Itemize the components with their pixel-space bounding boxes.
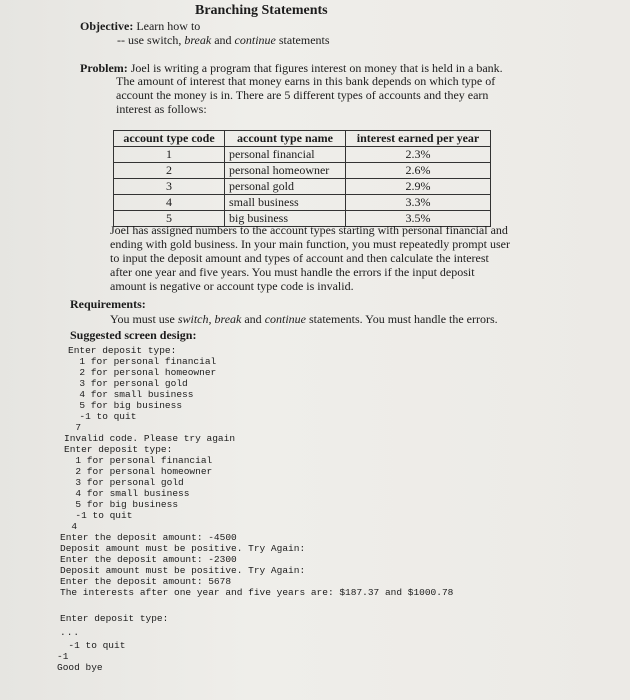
screen-block-4: Enter deposit type:	[60, 613, 169, 624]
problem-line-4: interest as follows:	[116, 102, 207, 116]
objective-sub-suffix: statements	[275, 33, 330, 47]
header-code: account type code	[114, 131, 225, 147]
account-table	[113, 130, 491, 227]
cell-name: personal homeowner	[225, 163, 346, 179]
requirements-suffix: statements. You must handle the errors.	[306, 312, 498, 326]
table-header-row	[114, 131, 491, 147]
header-name: account type name	[225, 131, 346, 147]
cell-code: 2	[114, 163, 225, 179]
screen-block-3: 4 Enter the deposit amount: -4500 Deposit amount must be positive. Try Again: Enter the deposit amount: -2300 Deposit amount must be positive. Try Again: Enter the deposit amount: 5678 The interests after one year and five years are: $187.37 and $1000.78	[60, 521, 454, 598]
objective-sub-break: break	[184, 33, 212, 47]
cell-code: 4	[114, 195, 225, 211]
objective-text: Learn how to	[133, 19, 201, 33]
requirements-line	[110, 312, 498, 327]
requirements-switch: switch, break	[177, 312, 242, 326]
cell-rate: 2.6%	[346, 163, 491, 179]
screen-block-1: Enter deposit type: 1 for personal financial 2 for personal homeowner 3 for personal gold 4 for small business 5 for big business -1 to quit	[68, 345, 217, 422]
suggested-label: Suggested screen design:	[70, 328, 197, 342]
objective-sub-prefix: -- use switch,	[117, 33, 185, 47]
problem-text-1: Joel is writing a program that figures interest on money that is held in a bank.	[127, 61, 503, 75]
cell-code: 3	[114, 179, 225, 195]
table-row	[114, 179, 491, 195]
table-row	[114, 163, 491, 179]
objective-subline	[117, 33, 330, 48]
problem-line-2: The amount of interest that money earns in this bank depends on which type of	[116, 74, 496, 88]
cell-name: personal financial	[225, 147, 346, 163]
page-title: Branching Statements	[195, 3, 328, 18]
cell-rate: 3.3%	[346, 195, 491, 211]
assigned-line-2: ending with gold business. In your main function, you must repeatedly prompt user	[110, 237, 510, 251]
objective-sub-and: and	[211, 33, 235, 47]
assigned-line-3: to input the deposit amount and types of account and then calculate the interest	[110, 251, 489, 265]
objective-line	[80, 19, 200, 34]
table-row	[114, 195, 491, 211]
screen-block-2: 7 Invalid code. Please try again Enter deposit type: 1 for personal financial 2 for personal homeowner 3 for personal gold 4 for small business 5 for big business -1 to quit	[64, 422, 236, 521]
table-row	[114, 147, 491, 163]
problem-line-3: account the money is in. There are 5 different types of accounts and they earn	[116, 88, 489, 102]
requirements-prefix: You must use	[110, 312, 178, 326]
assigned-line-4: after one year and five years. You must handle the errors if the input deposit	[110, 265, 475, 279]
problem-label: Problem:	[80, 61, 128, 75]
cell-code: 1	[114, 147, 225, 163]
requirements-and: and	[241, 312, 265, 326]
cell-rate: 2.9%	[346, 179, 491, 195]
objective-sub-continue: continue	[234, 33, 276, 47]
assigned-line-1: Joel has assigned numbers to the account types starting with personal financial and	[110, 223, 508, 237]
screen-block-6: -1 to quit -1 Good bye	[57, 640, 126, 673]
objective-label: Objective:	[80, 19, 134, 33]
assigned-line-5: amount is negative or account type code is invalid.	[110, 279, 354, 293]
cell-name: personal gold	[225, 179, 346, 195]
requirements-continue: continue	[264, 312, 307, 326]
cell-name: big business	[225, 211, 346, 227]
cell-code: 5	[114, 211, 225, 227]
screen-block-5: ...	[60, 627, 81, 638]
cell-name: small business	[225, 195, 346, 211]
requirements-label: Requirements:	[70, 297, 146, 311]
cell-rate: 2.3%	[346, 147, 491, 163]
header-rate: interest earned per year	[346, 131, 491, 147]
cell-rate: 3.5%	[346, 211, 491, 227]
